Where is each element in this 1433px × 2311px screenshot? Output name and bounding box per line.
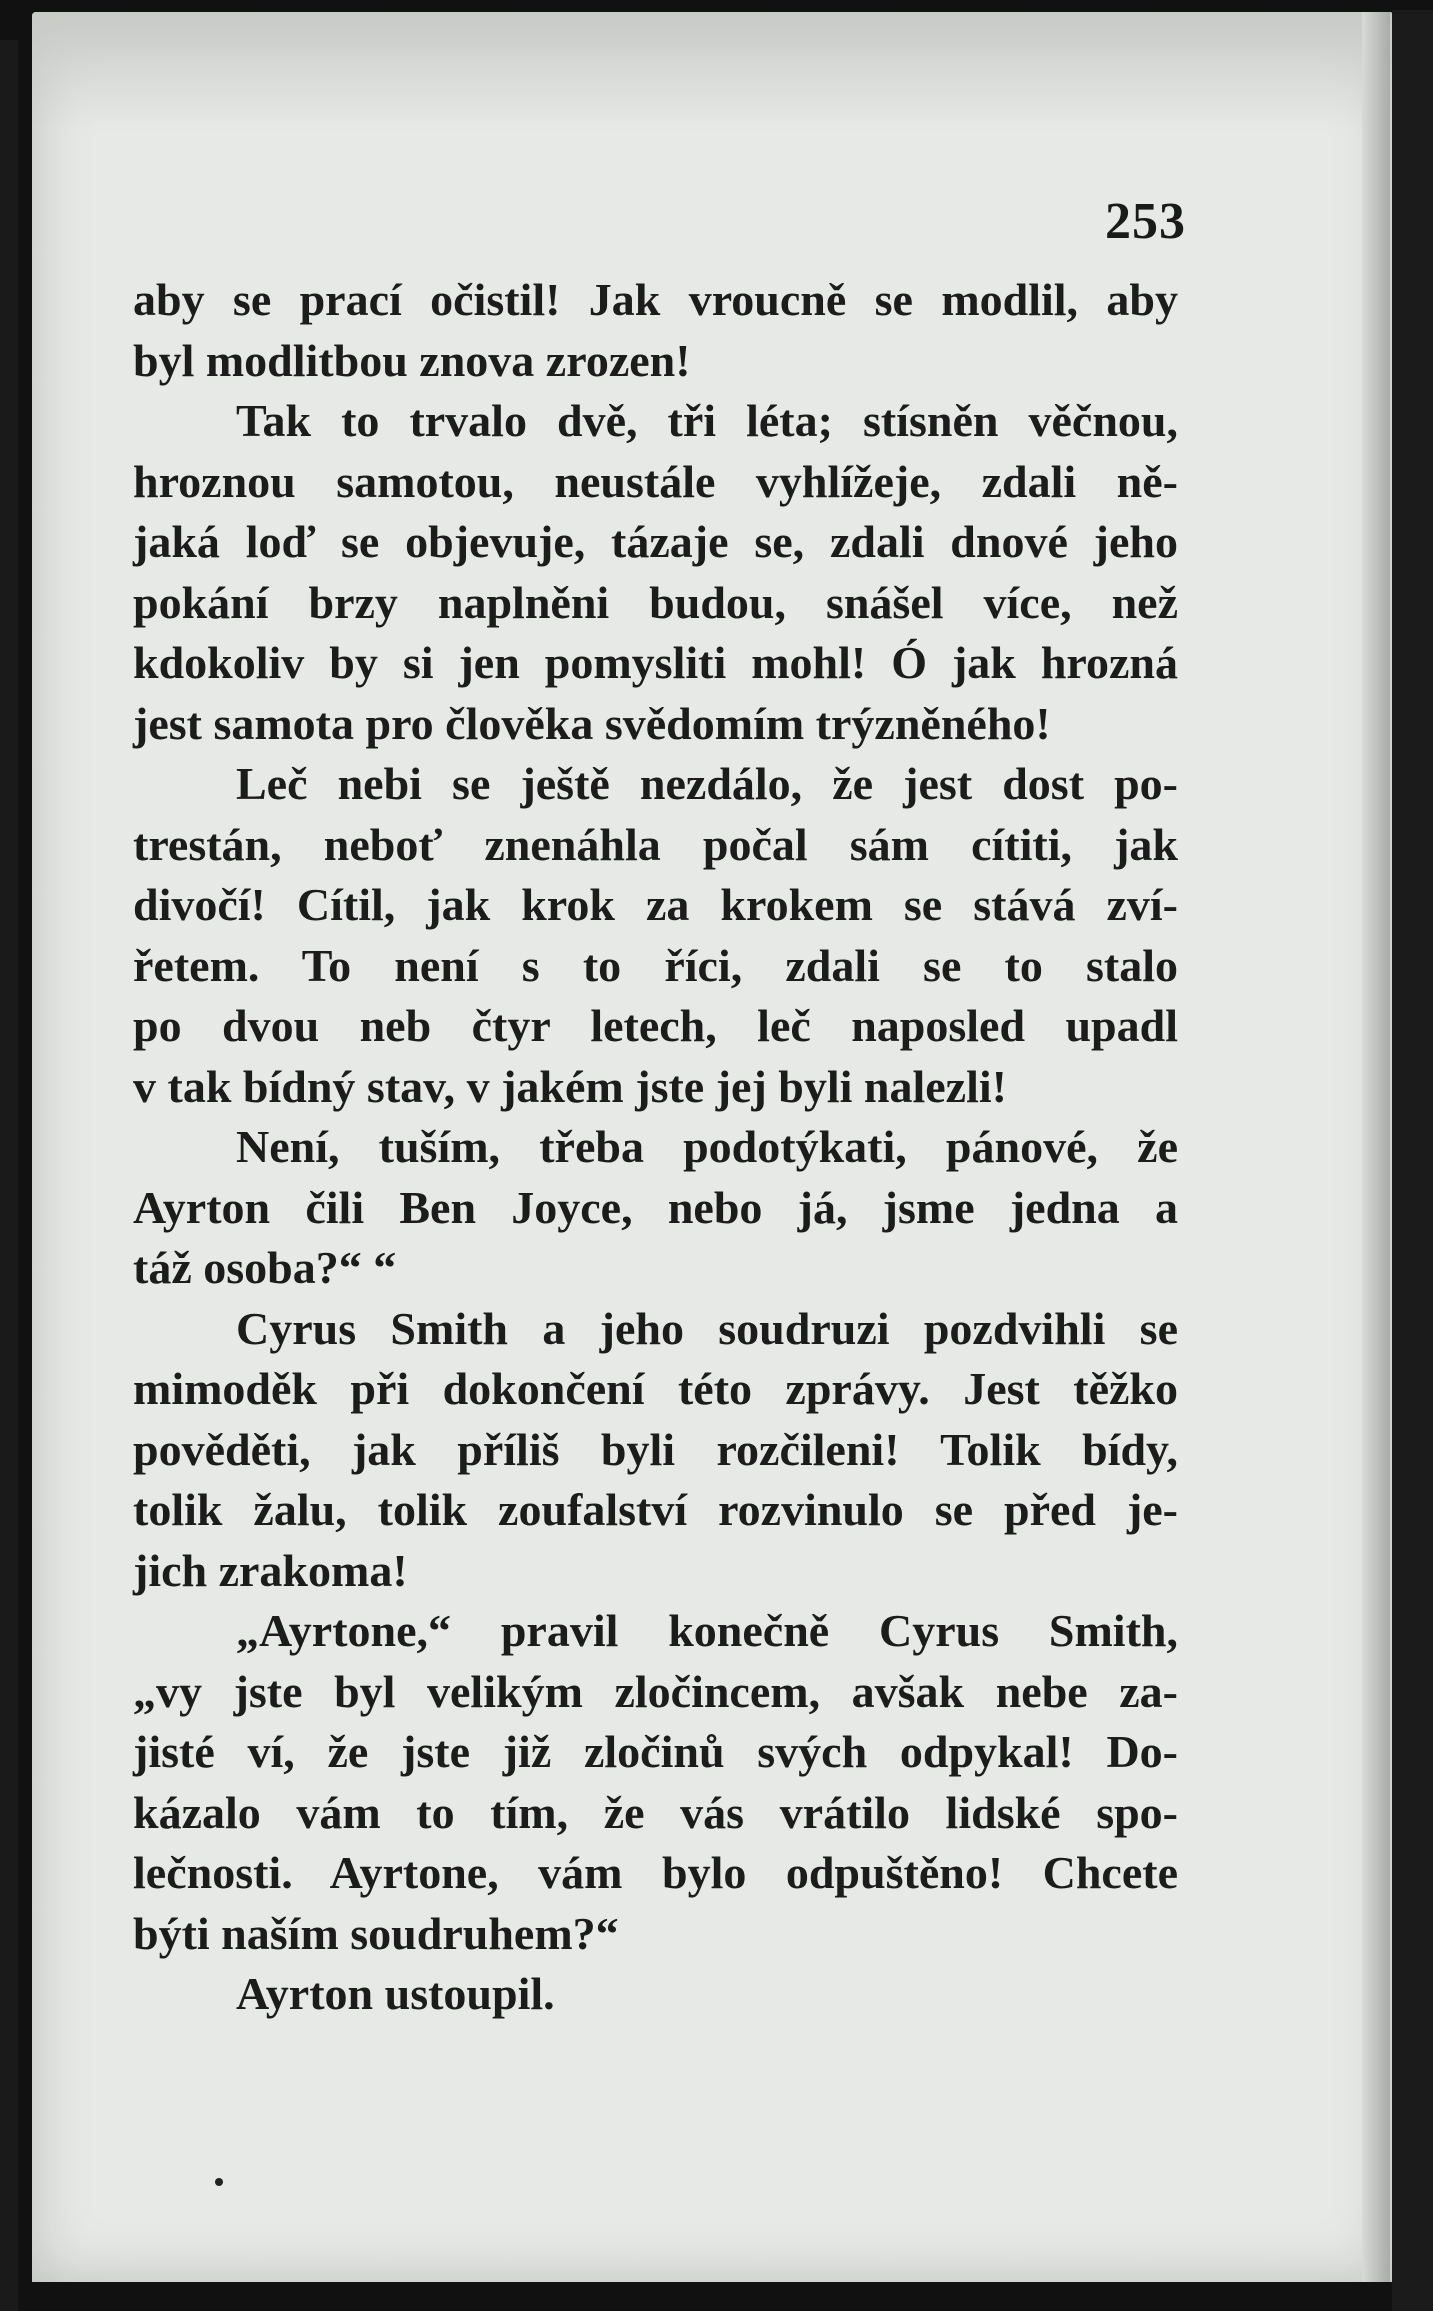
text-line: tolik žalu, tolik zoufalství rozvinulo se před je- — [133, 1484, 1178, 1535]
text-line: pokání brzy naplněni budou, snášel více, než — [133, 576, 1178, 628]
left-page-edge — [0, 40, 18, 2311]
text-line: pověděti, jak příliš byli rozčileni! Tolik bídy, — [133, 1423, 1178, 1475]
text-line: mimoděk při dokončení této zprávy. Jest těžko — [133, 1363, 1178, 1414]
text-line: „vy jste byl velikým zločincem, avšak nebe za- — [133, 1665, 1178, 1717]
text-line: kázalo vám to tím, že vás vrátilo lidské spo- — [133, 1786, 1178, 1838]
text-line: Tak to trvalo dvě, tři léta; stísněn věčnou, — [236, 395, 1178, 446]
text-line: byl modlitbou znova zrozen! — [133, 334, 691, 386]
text-line: jaká loď se objevuje, tázaje se, zdali dnové jeho — [133, 516, 1178, 567]
text-line: jisté ví, že jste již zločinů svých odpykal! Do- — [133, 1726, 1178, 1777]
text-line: táž osoba?“ “ — [133, 1242, 397, 1293]
text-line: řetem. To není s to říci, zdali se to stalo — [133, 939, 1178, 991]
ink-speck — [215, 2178, 223, 2186]
text-line: Leč nebi se ještě nezdálo, že jest dost po- — [236, 758, 1178, 809]
text-line: býti naším soudruhem?“ — [133, 1907, 619, 1959]
text-line: hroznou samotou, neustále vyhlížeje, zdali ně- — [133, 455, 1178, 507]
text-line: lečnosti. Ayrtone, vám bylo odpuštěno! Chcete — [133, 1847, 1178, 1898]
page-number: 253 — [1105, 193, 1186, 250]
text-line: „Ayrtone,“ pravil konečně Cyrus Smith, — [236, 1605, 1178, 1656]
text-line: v tak bídný stav, v jakém jste jej byli nalezli! — [133, 1060, 1007, 1112]
text-line: Ayrton ustoupil. — [236, 1968, 555, 2019]
text-line: jest samota pro člověka svědomím trýzněného! — [133, 697, 1051, 749]
text-line: trestán, neboť znenáhla počal sám cítiti, jak — [133, 818, 1178, 870]
text-line: kdokoliv by si jen pomysliti mohl! Ó jak hrozná — [133, 637, 1178, 688]
text-line: po dvou neb čtyr letech, leč naposled upadl — [133, 1000, 1178, 1051]
text-line: Není, tuším, třeba podotýkati, pánové, že — [236, 1121, 1178, 1172]
page-gutter-shadow — [1362, 12, 1390, 2282]
text-line: aby se prací očistil! Jak vroucně se modlil, aby — [133, 274, 1178, 325]
text-line: jich zrakoma! — [133, 1544, 408, 1596]
text-line: divočí! Cítil, jak krok za krokem se stává zví- — [133, 879, 1178, 930]
body-text — [133, 270, 1178, 2025]
page-top-shading — [32, 12, 1392, 132]
right-page-edge — [1392, 10, 1433, 2311]
text-line: Cyrus Smith a jeho soudruzi pozdvihli se — [236, 1302, 1178, 1354]
text-line: Ayrton čili Ben Joyce, nebo já, jsme jedna a — [133, 1181, 1178, 1233]
